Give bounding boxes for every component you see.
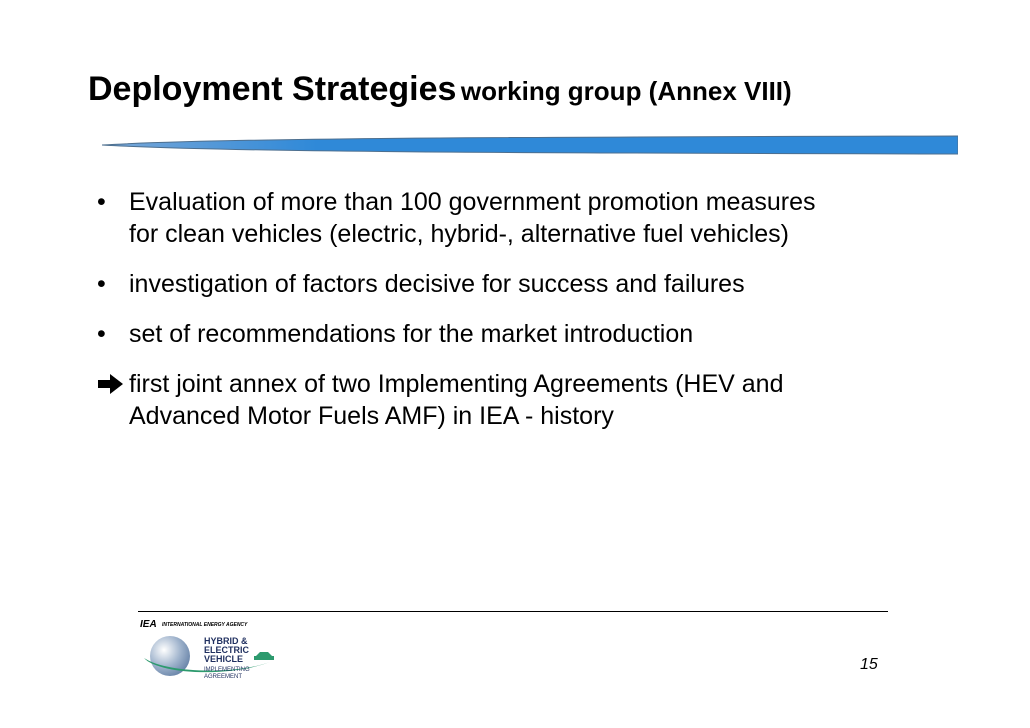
bullet-marker: • <box>97 270 106 298</box>
title-main: Deployment Strategies <box>88 70 457 108</box>
slide-title <box>88 72 792 106</box>
iea-logo-text: IEA <box>140 619 157 630</box>
bullet-item-promotion-measures <box>95 186 965 250</box>
right-arrow-icon <box>97 372 125 396</box>
bullet-text-line: for clean vehicles (electric, hybrid-, alternative fuel vehicles) <box>129 220 789 248</box>
logo-line-implementing: IMPLEMENTING <box>204 667 250 673</box>
bullet-marker: • <box>97 188 106 216</box>
bullet-list <box>95 186 965 432</box>
car-icon <box>254 652 274 660</box>
bullet-item-factors <box>95 268 965 300</box>
title-sub: working group (Annex VIII) <box>460 76 792 106</box>
bullet-text-line: set of recommendations for the market introduction <box>129 320 694 348</box>
bullet-text-line: investigation of factors decisive for success and failures <box>129 270 745 298</box>
hev-logo <box>138 616 298 686</box>
bullet-marker: • <box>97 320 106 348</box>
logo-line-hybrid: HYBRID & <box>204 636 248 646</box>
conclusion-item <box>95 368 965 432</box>
logo-line-vehicle: VEHICLE <box>204 654 244 664</box>
logo-line-agreement: AGREEMENT <box>204 674 243 680</box>
iea-agency-text: INTERNATIONAL ENERGY AGENCY <box>162 622 248 628</box>
logo-line-electric: ELECTRIC <box>204 645 249 655</box>
conclusion-text-line: Advanced Motor Fuels AMF) in IEA - history <box>129 402 614 430</box>
bullet-item-recommendations <box>95 318 965 350</box>
conclusion-text-line: first joint annex of two Implementing Agreements (HEV and <box>129 370 784 398</box>
title-underline <box>102 134 958 156</box>
footer-divider <box>138 611 888 612</box>
page-number: 15 <box>860 656 878 673</box>
bullet-text-line: Evaluation of more than 100 government promotion measures <box>129 188 816 216</box>
